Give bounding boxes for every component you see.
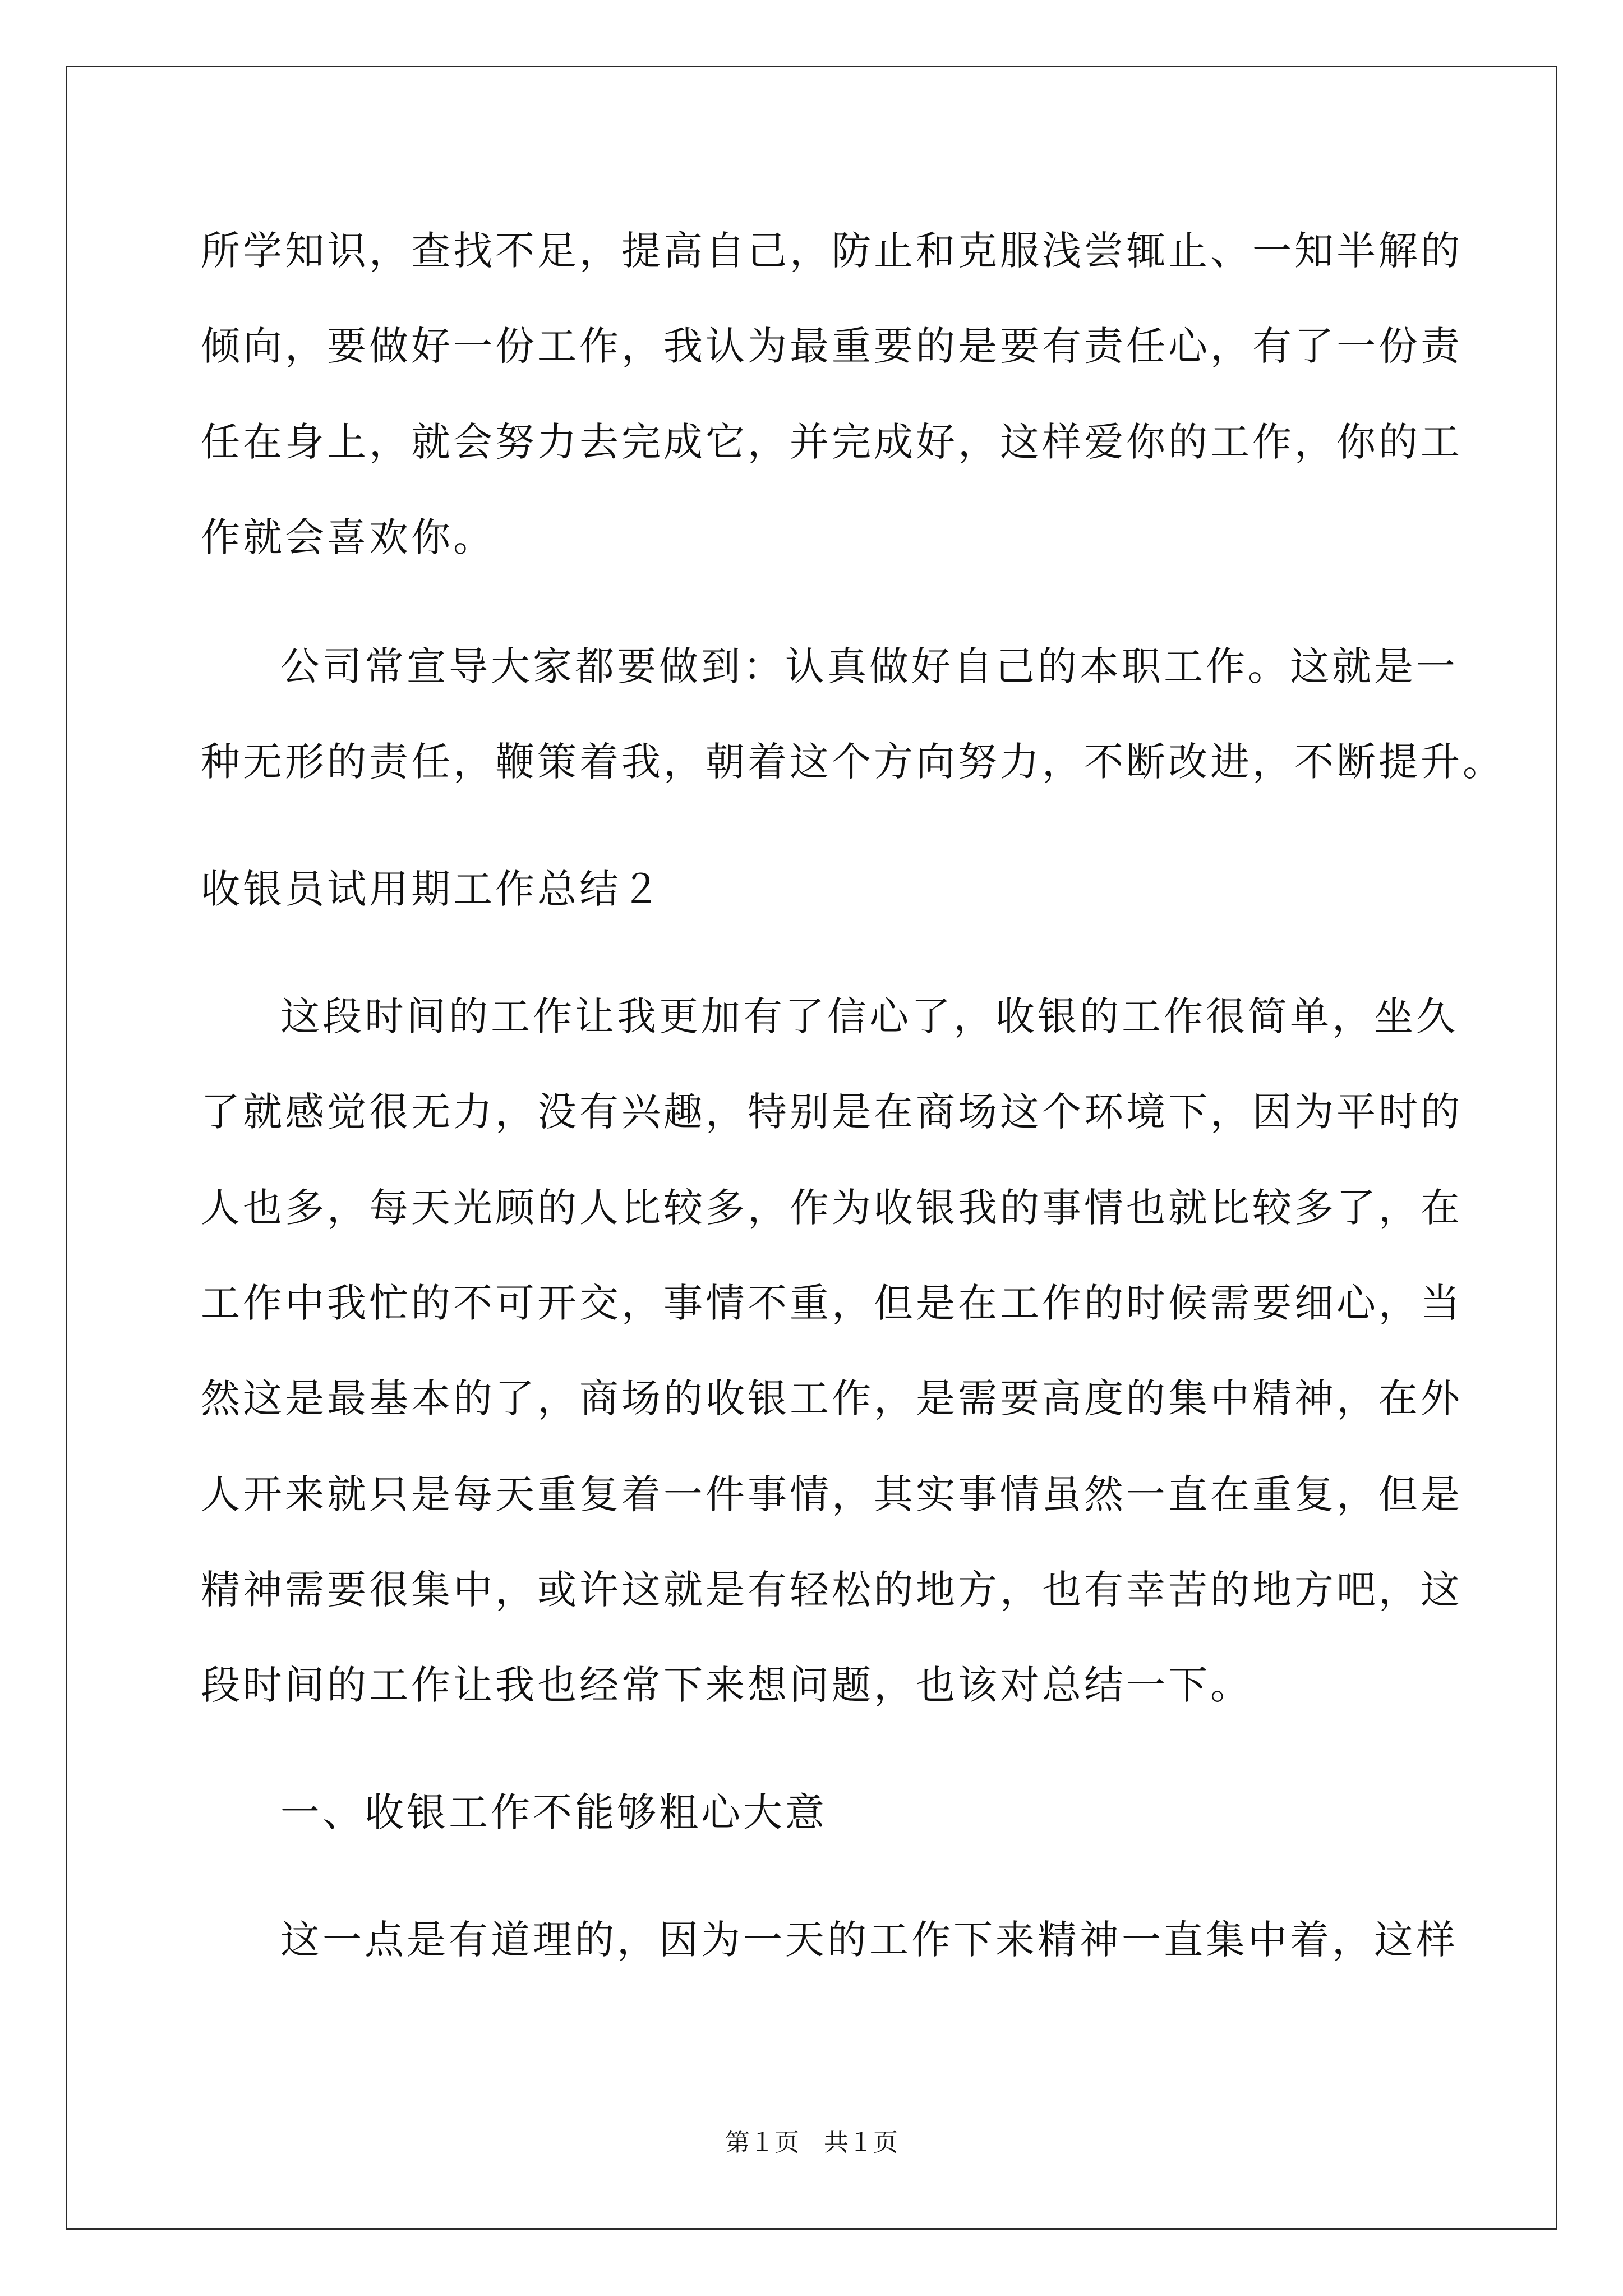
text-line: 人也多，每天光顾的人比较多，作为收银我的事情也就比较多了，在 [201,1185,1463,1231]
text-line: 然这是最基本的了，商场的收银工作，是需要高度的集中精神，在外 [201,1375,1463,1421]
paragraph-start-line: 这段时间的工作让我更加有了信心了，收银的工作很简单，坐久 [280,993,1458,1039]
paragraph-start-line: 公司常宣导大家都要做到：认真做好自己的本职工作。这就是一 [280,643,1458,689]
text-line: 精神需要很集中，或许这就是有轻松的地方，也有幸苦的地方吧，这 [201,1567,1463,1613]
text-line: 工作中我忙的不可开交，事情不重，但是在工作的时候需要细心，当 [201,1280,1463,1326]
subsection-heading: 一、收银工作不能够粗心大意 [280,1789,827,1835]
paragraph-start-line: 这一点是有道理的，因为一天的工作下来精神一直集中着，这样 [280,1917,1458,1963]
text-line: 作就会喜欢你。 [201,514,495,560]
page-number-footer: 第１页 共１页 [725,2128,898,2157]
text-line: 种无形的责任，鞭策着我，朝着这个方向努力，不断改进，不断提升。 [201,739,1505,785]
text-line: 任在身上，就会努力去完成它，并完成好，这样爱你的工作，你的工 [201,419,1463,465]
text-line: 了就感觉很无力，没有兴趣，特别是在商场这个环境下，因为平时的 [201,1089,1463,1135]
section-heading: 收银员试用期工作总结２ [201,866,663,912]
text-line: 人开来就只是每天重复着一件事情，其实事情虽然一直在重复，但是 [201,1471,1463,1517]
text-line: 所学知识，查找不足，提高自己，防止和克服浅尝辄止、一知半解的 [201,228,1463,274]
text-line: 倾向，要做好一份工作，我认为最重要的是要有责任心，有了一份责 [201,323,1463,369]
text-line: 段时间的工作让我也经常下来想问题，也该对总结一下。 [201,1662,1252,1708]
page-border [66,66,1557,2230]
